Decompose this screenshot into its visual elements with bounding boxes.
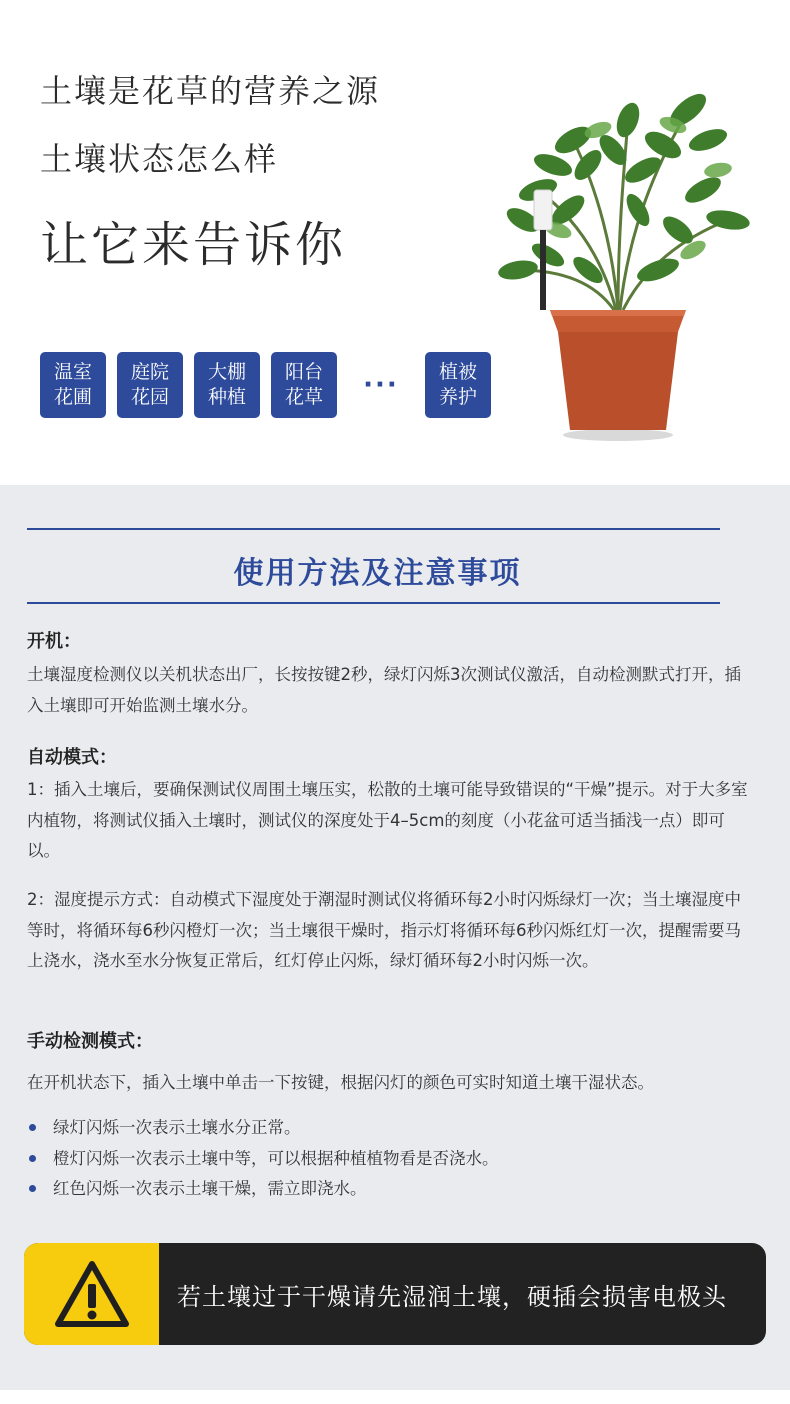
hero-section <box>0 0 790 485</box>
hero-headline-2: 土壤状态怎么样 <box>40 140 279 178</box>
list-item-text: 橙灯闪烁一次表示土壤中等，可以根据种植植物看是否浇水。 <box>53 1148 499 1168</box>
title-rule-top <box>27 528 720 530</box>
warning-banner <box>24 1243 766 1345</box>
bottom-margin <box>0 1390 790 1404</box>
list-item <box>27 1174 499 1205</box>
tag-courtyard <box>117 352 183 418</box>
tag-line: 大棚 <box>207 361 246 383</box>
tag-line: 种植 <box>207 386 246 408</box>
ellipsis: ··· <box>363 370 399 400</box>
tag-greenhouse <box>40 352 106 418</box>
tag-balcony <box>271 352 337 418</box>
hero-headline-3: 让它来告诉你 <box>40 217 347 273</box>
tag-line: 养护 <box>438 386 477 408</box>
tag-line: 花园 <box>130 386 169 408</box>
section-title: 使用方法及注意事项 <box>233 556 522 591</box>
manual-mode-heading: 手动检测模式： <box>27 1031 153 1052</box>
list-item-text: 绿灯闪烁一次表示土壤水分正常。 <box>53 1118 301 1137</box>
list-item <box>27 1113 499 1144</box>
tag-greenhouse-planting <box>194 352 260 418</box>
auto-mode-heading: 自动模式： <box>27 747 117 768</box>
tag-line: 温室 <box>53 361 92 383</box>
warning-text: 若土壤过于干燥请先湿润土壤，硬插会损害电极头 <box>177 1282 727 1311</box>
potted-plant-image <box>478 70 778 450</box>
bullet-dot-icon <box>29 1155 36 1162</box>
tag-line: 植被 <box>438 361 477 383</box>
bullet-dot-icon <box>29 1185 36 1192</box>
tag-line: 庭院 <box>130 361 169 383</box>
list-item-text: 红色闪烁一次表示土壤干燥，需立即浇水。 <box>53 1179 367 1198</box>
usage-instructions-section <box>0 485 790 1390</box>
warning-icon-box <box>24 1243 159 1345</box>
tag-line: 花草 <box>284 386 323 408</box>
auto-mode-step-1: 1：插入土壤后，要确保测试仪周围土壤压实，松散的土壤可能导致错误的“干燥”提示。对于大多室内植物，将测试仪插入土壤时，测试仪的深度处于4–5cm的刻度（小花盆可适当插浅一点）即可以。 <box>27 780 748 860</box>
light-status-list <box>27 1113 499 1205</box>
power-on-heading: 开机： <box>27 631 81 652</box>
warning-triangle-icon <box>52 1258 132 1330</box>
power-on-text: 土壤湿度检测仪以关机状态出厂，长按按键2秒，绿灯闪烁3次测试仪激活，自动检测默式打开，插入土壤即可开始监测土壤水分。 <box>27 665 741 715</box>
hero-headline-1: 土壤是花草的营养之源 <box>40 72 381 110</box>
usage-tags <box>40 352 502 418</box>
title-rule-bottom <box>27 602 720 604</box>
tag-line: 花圃 <box>53 386 92 408</box>
manual-mode-text: 在开机状态下，插入土壤中单击一下按键，根据闪灯的颜色可实时知道土壤干湿状态。 <box>27 1073 654 1092</box>
auto-mode-step-2: 2：湿度提示方式：自动模式下湿度处于潮湿时测试仪将循环每2小时闪烁绿灯一次；当土壤湿度中等时，将循环每6秒闪橙灯一次；当土壤很干燥时，指示灯将循环每6秒闪烁红灯一次，提醒需要马上浇水，浇水至水分恢复正常后，红灯停止闪烁，绿灯循环每2小时闪烁一次。 <box>27 890 741 970</box>
tag-line: 阳台 <box>284 361 323 383</box>
bullet-dot-icon <box>29 1124 36 1131</box>
list-item <box>27 1144 499 1175</box>
